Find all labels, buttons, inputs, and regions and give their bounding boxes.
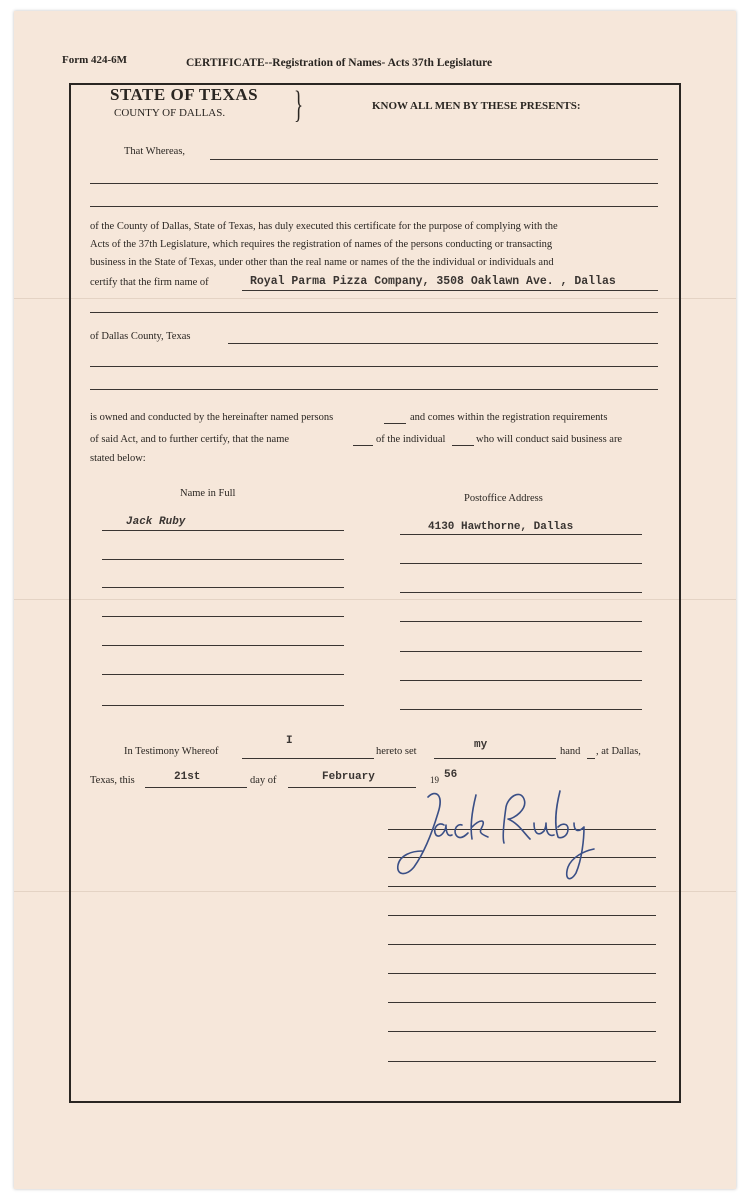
signature-line[interactable] bbox=[388, 944, 656, 945]
address-line[interactable] bbox=[400, 651, 642, 652]
said-act-blank-2[interactable] bbox=[452, 445, 474, 446]
day-of-label: day of bbox=[250, 775, 277, 786]
that-whereas-label: That Whereas, bbox=[124, 146, 186, 157]
name-line[interactable] bbox=[102, 645, 344, 646]
year-prefix: 19 bbox=[430, 775, 439, 785]
address-line[interactable] bbox=[400, 534, 642, 535]
texas-this-label: Texas, this bbox=[90, 775, 135, 786]
year-value: 56 bbox=[444, 769, 458, 781]
that-whereas-line-2[interactable] bbox=[90, 183, 658, 184]
who-line[interactable] bbox=[242, 758, 374, 759]
form-border bbox=[69, 83, 681, 1103]
stated-below: stated below: bbox=[90, 453, 146, 464]
in-testimony-label: In Testimony Whereof bbox=[124, 746, 219, 757]
firm-name-line[interactable] bbox=[242, 290, 658, 291]
owned-text-2: and comes within the registration requirements bbox=[410, 412, 608, 423]
name-line[interactable] bbox=[102, 559, 344, 560]
signature-line[interactable] bbox=[388, 973, 656, 974]
name-line[interactable] bbox=[102, 530, 344, 531]
signature-line[interactable] bbox=[388, 915, 656, 916]
county-heading: COUNTY OF DALLAS. bbox=[114, 107, 226, 119]
state-heading: STATE OF TEXAS bbox=[110, 85, 259, 104]
day-line[interactable] bbox=[145, 787, 247, 788]
signature-line[interactable] bbox=[388, 1061, 656, 1062]
that-whereas-line[interactable] bbox=[210, 159, 658, 160]
postoffice-address-header: Postoffice Address bbox=[464, 493, 543, 504]
form-number: Form 424-6M bbox=[62, 54, 128, 66]
said-act-text-1: of said Act, and to further certify, that the name bbox=[90, 434, 290, 445]
signature-line[interactable] bbox=[388, 1031, 656, 1032]
pronoun-value: my bbox=[474, 739, 488, 751]
paragraph-line-3: business in the State of Texas, under other than the real name or names of the the individual or individuals and bbox=[90, 257, 554, 268]
firm-name-value: Royal Parma Pizza Company, 3508 Oaklawn Ave. , Dallas bbox=[250, 275, 616, 288]
owned-blank[interactable] bbox=[384, 423, 406, 424]
name-line[interactable] bbox=[102, 674, 344, 675]
address-line[interactable] bbox=[400, 621, 642, 622]
that-whereas-line-3[interactable] bbox=[90, 206, 658, 207]
paragraph-line-2: Acts of the 37th Legislature, which requires the registration of names of the persons conducting or transacting bbox=[90, 239, 553, 250]
certify-firm-label: certify that the firm name of bbox=[90, 277, 209, 288]
certificate-document bbox=[14, 11, 736, 1189]
address-line[interactable] bbox=[400, 680, 642, 681]
paragraph-line-1: of the County of Dallas, State of Texas, has duly executed this certificate for the purpose of complying with the bbox=[90, 221, 558, 232]
name-line[interactable] bbox=[102, 705, 344, 706]
dallas-county-line[interactable] bbox=[228, 343, 658, 344]
address-row-1: 4130 Hawthorne, Dallas bbox=[428, 521, 574, 533]
know-all-men: KNOW ALL MEN BY THESE PRESENTS: bbox=[372, 100, 581, 112]
dallas-county-line-2[interactable] bbox=[90, 366, 658, 367]
who-value: I bbox=[286, 735, 293, 747]
dallas-county-label: of Dallas County, Texas bbox=[90, 331, 191, 342]
header-brace: } bbox=[294, 84, 304, 126]
name-line[interactable] bbox=[102, 616, 344, 617]
owned-text-1: is owned and conducted by the hereinafter named persons bbox=[90, 412, 334, 423]
address-line[interactable] bbox=[400, 563, 642, 564]
said-act-text-2: of the individual bbox=[376, 434, 446, 445]
dallas-county-line-3[interactable] bbox=[90, 389, 658, 390]
name-line[interactable] bbox=[102, 587, 344, 588]
firm-name-line-2[interactable] bbox=[90, 312, 658, 313]
said-act-blank-1[interactable] bbox=[353, 445, 373, 446]
address-line[interactable] bbox=[400, 709, 642, 710]
day-value: 21st bbox=[174, 771, 201, 783]
address-line[interactable] bbox=[400, 592, 642, 593]
hereto-set-label: hereto set bbox=[376, 746, 417, 757]
hand-label: hand bbox=[560, 746, 581, 757]
at-dallas-label: , at Dallas, bbox=[596, 746, 641, 757]
month-value: February bbox=[322, 771, 375, 783]
signature-line[interactable] bbox=[388, 1002, 656, 1003]
name-in-full-header: Name in Full bbox=[180, 488, 236, 499]
pronoun-line[interactable] bbox=[434, 758, 556, 759]
said-act-text-3: who will conduct said business are bbox=[476, 434, 623, 445]
hand-blank[interactable] bbox=[587, 758, 595, 759]
name-row-1: Jack Ruby bbox=[126, 516, 186, 528]
form-title: CERTIFICATE--Registration of Names- Acts 37th Legislature bbox=[186, 57, 493, 69]
jack-ruby-signature bbox=[388, 767, 608, 887]
